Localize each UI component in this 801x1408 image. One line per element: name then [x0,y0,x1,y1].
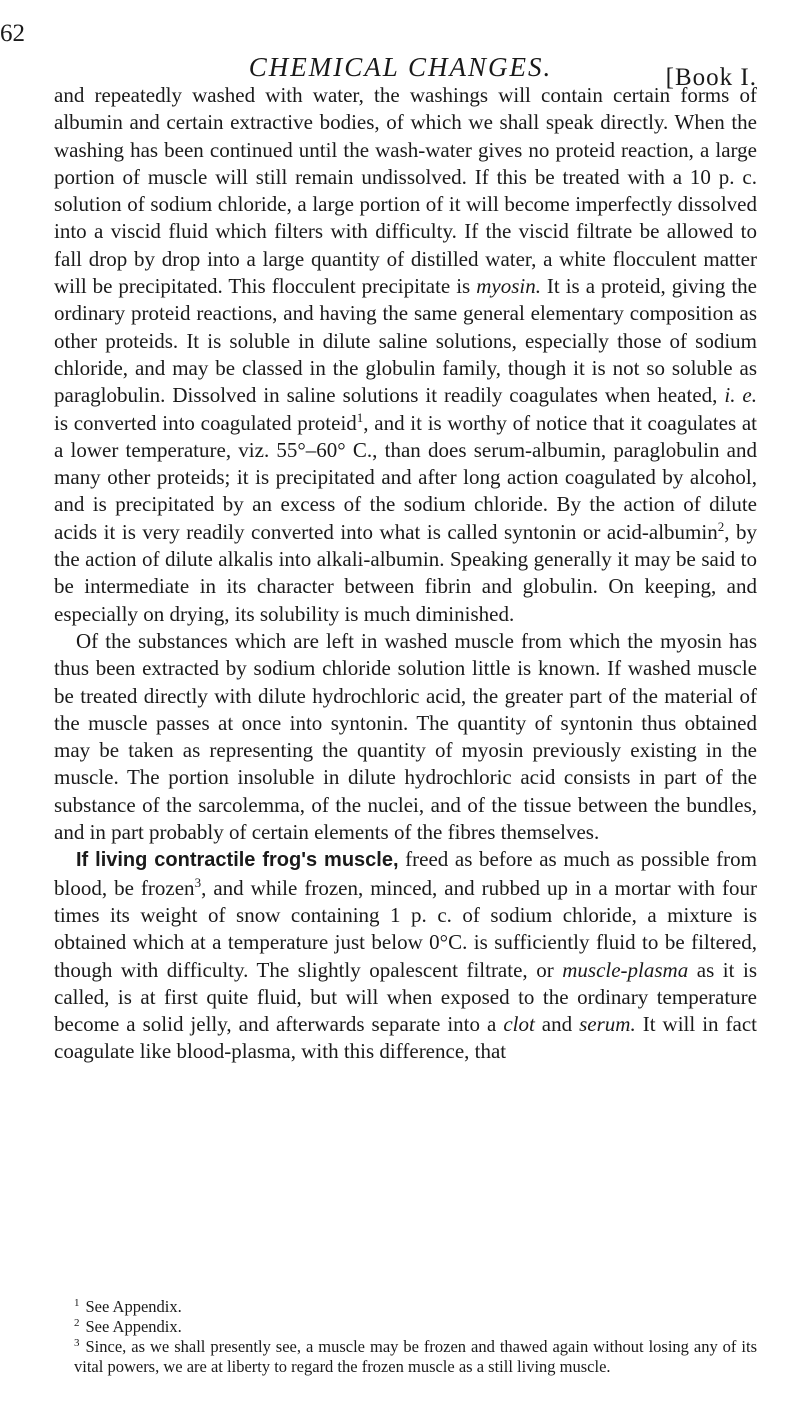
footnote-mark: 2 [74,1317,80,1329]
term-muscle-plasma: muscle-plasma [562,957,689,982]
text-run: as it is called, is at first quite fluid, but will when exposed to the ordinary temperature become a solid jelly, and afterwards separate into a [54,957,757,1037]
text-run: freed as before as much as possible from blood, be frozen [54,847,757,900]
book-reference: [Book I. [665,64,757,91]
footnote-mark: 3 [74,1337,80,1349]
footnote-2 [54,1317,757,1337]
body-text [54,82,757,1066]
page-header [0,18,801,91]
text-run: It is a proteid, giving the ordinary proteid reactions, and having the same general elementary composition as other proteids. It is soluble in dilute saline solutions, especially those of sodium chloride, and may be classed in the globulin family, though it is not so soluble as paraglobulin. Dissolved in saline solutions it readily coagulates when heated, [54,274,757,408]
paragraph-myosin [54,82,757,628]
running-title: CHEMICAL CHANGES. [248,52,553,82]
footnote-mark: 1 [74,1297,80,1309]
footnote-text: See Appendix. [85,1317,182,1336]
footnotes [54,1297,757,1377]
footnote-ref-3: 3 [194,874,202,890]
footnote-1 [54,1297,757,1317]
term-myosin: myosin. [476,274,541,299]
footnote-ref-1: 1 [356,409,364,425]
term-clot: clot [503,1012,535,1037]
text-run: It will in fact coagulate like blood-plasma, with this difference, that [54,1012,757,1064]
text-run: , and while frozen, minced, and rubbed up in a mortar with four times its weight of snow containing 1 p. c. of sodium chloride, a mixture is obtained which at a temperature just below 0°C. is sufficiently fluid to be filtered, though with difficulty. The slightly opalescent filtrate, or [54,875,757,982]
paragraph-washed-muscle: Of the substances which are left in washed muscle from which the myosin has thus been extracted by sodium chloride solution little is known. If washed muscle be treated directly with dilute hydrochloric acid, the greater part of the material of the muscle passes at once into syntonin. The quantity of syntonin thus obtained may be taken as representing the quantity of myosin previously existing in the muscle. The portion insoluble in dilute hydrochloric acid consists in part of the substance of the sarcolemma, of the nuclei, and of the tissue between the bundles, and in part probably of certain elements of the fibres themselves. [54,628,757,845]
text-run: is converted into coagulated proteid [54,410,357,435]
page-number: 62 [0,20,25,47]
abbrev-ie: i. e. [724,383,757,408]
footnote-3 [54,1337,757,1377]
footnote-ref-2: 2 [717,518,725,534]
section-lead: If living contractile frog's muscle, [76,849,399,872]
footnote-text: Since, as we shall presently see, a muscle may be frozen and thawed again without losing any of its vital powers, we are at liberty to regard the frozen muscle as a still living muscle. [74,1337,757,1376]
text-run: and [534,1012,580,1037]
text-run: , and it is worthy of notice that it coagulates at a lower temperature, viz. 55°–60° C., than does serum-albumin, paraglobulin and many other proteids; it is precipitated and after long action coagulated by alcohol, and is precipitated by an excess of the sodium chloride. By the action of dilute acids it is very readily converted into what is called syntonin or acid-albumin [54,410,757,544]
term-serum: serum. [579,1012,636,1037]
text-run: and repeatedly washed with water, the washings will contain certain forms of albumin and certain extractive bodies, of which we shall speak directly. When the washing has been continued until the wash-water gives no proteid reaction, a large portion of muscle will still remain undissolved. If this be treated with a 10 p. c. solution of sodium chloride, a large portion of it will become imperfectly dissolved into a viscid fluid which filters with difficulty. If the viscid filtrate be allowed to fall drop by drop into a large quantity of distilled water, a white flocculent matter will be precipitated. This flocculent precipitate is [54,83,757,299]
text-run: , by the action of dilute alkalis into alkali-albumin. Speaking generally it may be said to be intermediate in its character between fibrin and globulin. On keeping, and especially on drying, its solubility is much diminished. [54,519,757,626]
footnote-text: See Appendix. [85,1297,182,1316]
paragraph-muscle-plasma [54,846,757,1065]
